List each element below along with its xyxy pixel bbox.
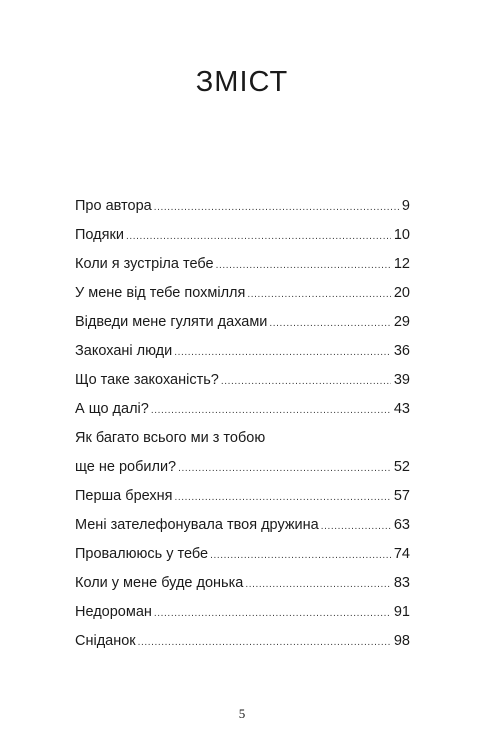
- toc-leader-dots: [154, 202, 399, 213]
- toc-entry-title: Мені зателефонувала твоя дружина: [75, 517, 319, 533]
- toc-leader-dots: [245, 579, 391, 590]
- toc-entry: [75, 256, 410, 285]
- toc-leader-dots: [216, 260, 391, 271]
- toc-leader-dots: [126, 231, 391, 242]
- contents-heading: ЗМІСТ: [195, 66, 289, 98]
- toc-entry-title: Сніданок: [75, 633, 136, 649]
- toc-entry-title: ще не робили?: [75, 459, 177, 475]
- toc-entry-page: 36: [393, 343, 410, 359]
- toc-leader-dots: [321, 521, 391, 532]
- toc-entry-page: 83: [393, 575, 410, 591]
- toc-entry: [75, 314, 410, 343]
- toc-entry: [75, 459, 410, 488]
- toc-entry: [75, 401, 410, 430]
- toc-leader-dots: [269, 318, 390, 329]
- toc-leader-dots: [174, 347, 391, 358]
- toc-entry-title: Подяки: [75, 227, 124, 243]
- toc-leader-dots: [138, 637, 391, 648]
- toc-entry: [75, 488, 410, 517]
- toc-entry-title: Закохані люди: [75, 343, 173, 359]
- toc-entry: [75, 517, 410, 546]
- toc-entry: [75, 575, 410, 604]
- toc-leader-dots: [151, 405, 391, 416]
- toc-entry: [75, 285, 410, 314]
- toc-entry-title: Коли я зустріла тебе: [75, 256, 214, 272]
- toc-entry-page: 57: [393, 488, 410, 504]
- toc-leader-dots: [154, 608, 391, 619]
- toc-entry-title: Як багато всього ми з тобою: [75, 430, 266, 446]
- toc-entry-title: У мене від тебе похмілля: [75, 285, 246, 301]
- toc-entry-page: 20: [393, 285, 410, 301]
- toc-leader-dots: [247, 289, 390, 300]
- toc-entry-page: 52: [393, 459, 410, 475]
- toc-entry: [75, 604, 410, 633]
- toc-entry-title: Недороман: [75, 604, 152, 620]
- toc-entry-page: 29: [393, 314, 410, 330]
- toc-leader-dots: [175, 492, 391, 503]
- toc-entry-title: Що таке закоханість?: [75, 372, 219, 388]
- toc-entry-page: 91: [393, 604, 410, 620]
- toc-leader-dots: [210, 550, 391, 561]
- toc-entry-title: Відведи мене гуляти дахами: [75, 314, 268, 330]
- toc-entry-page: 12: [393, 256, 410, 272]
- toc-entry-page: 98: [393, 633, 410, 649]
- page-number: 5: [238, 706, 246, 721]
- toc-entry: [75, 227, 410, 256]
- toc-entry-page: 63: [393, 517, 410, 533]
- toc-entry: [75, 343, 410, 372]
- toc-entry: [75, 546, 410, 575]
- toc-entry: [75, 198, 410, 227]
- toc-leader-dots: [178, 463, 391, 474]
- toc-leader-dots: [221, 376, 391, 387]
- toc-entry: [75, 430, 410, 459]
- toc-entry: [75, 372, 410, 401]
- toc-entry-title: Про автора: [75, 198, 152, 214]
- toc-entry-page: 74: [393, 546, 410, 562]
- toc-entry: [75, 633, 410, 662]
- toc-entry-title: Коли у мене буде донька: [75, 575, 244, 591]
- toc-entry-title: А що далі?: [75, 401, 149, 417]
- toc-entry-page: 10: [393, 227, 410, 243]
- toc-entry-page: 43: [393, 401, 410, 417]
- toc-entry-page: 9: [401, 198, 410, 214]
- table-of-contents: [75, 198, 410, 662]
- toc-entry-page: 39: [393, 372, 410, 388]
- toc-entry-title: Провалююсь у тебе: [75, 546, 209, 562]
- toc-entry-title: Перша брехня: [75, 488, 173, 504]
